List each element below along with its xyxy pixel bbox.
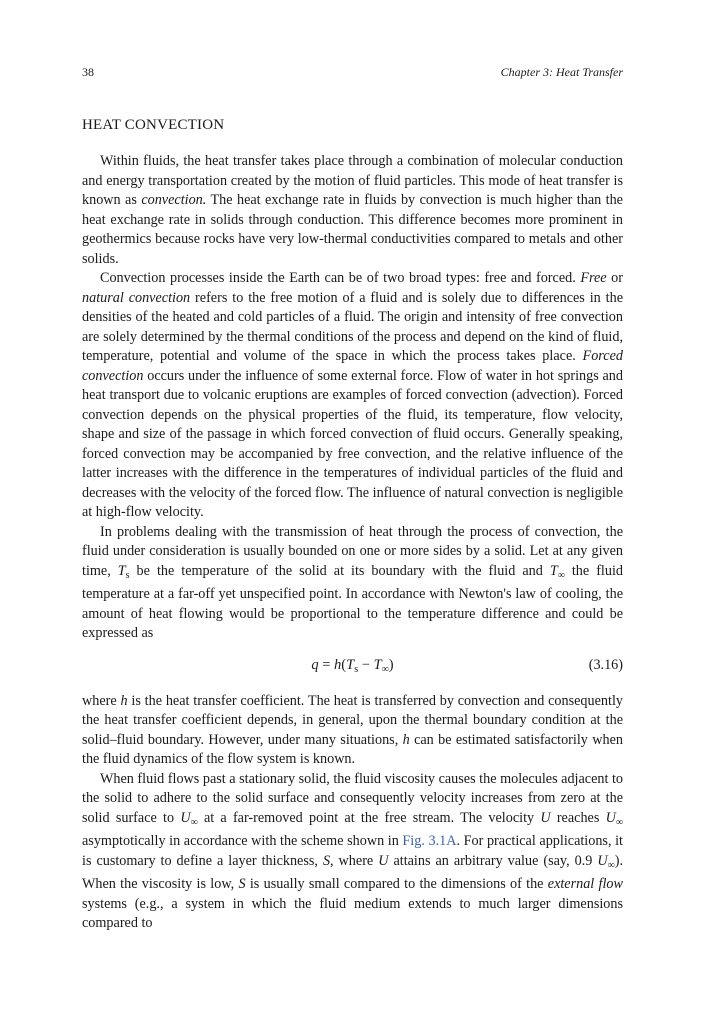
- page-number: 38: [82, 65, 94, 79]
- equation-formula: $q = h(T_s - T_\infty)$: [311, 656, 394, 675]
- equation-3-16: [82, 644, 623, 692]
- equation-number: (3.16): [588, 656, 623, 673]
- paragraph-1: Within fluids, the heat transfer takes place through a combination of molecular conduction and energy transportation created by the motion of fluid particles. This mode of heat transfer is known as convection. The heat exchange rate in fluids by convection is much higher than the heat exchange rate in solids through conduction. This difference becomes more prominent in geothermics because rocks have very low-thermal conductivities compared to metals and other solids.: [82, 153, 623, 267]
- section-heading: HEAT CONVECTION: [82, 117, 225, 133]
- figure-link[interactable]: Fig. 3.1A: [402, 833, 457, 849]
- paragraph-3: In problems dealing with the transmission of heat through the process of convection, the fluid under consideration is usually bounded on one or more sides by a solid. Let at any given time, $T_s$ be the temperature of the solid at its boundary with the fluid and $T_\infty$ the fluid temperature at a far-off yet unspecified point. In accordance with Newton's law of cooling, the amount of heat flowing would be proportional to the temperature difference and could be expressed as: [82, 523, 623, 641]
- paragraph-2: Convection processes inside the Earth can be of two broad types: free and forced. Free or natural convection refers to the free motion of a fluid and is solely due to differences in the densities of the heated and cold particles of a fluid. The origin and intensity of free convection are solely determined by the thermal conditions of the process and depend on the kind of fluid, temperature, potential and volume of the space in which the process takes place. Forced convection occurs under the influence of some external force. Flow of water in hot springs and heat transport due to volcanic eruptions are examples of forced convection (advection). Forced convection depends on the physical properties of the fluid, its temperature, flow velocity, shape and size of the passage in which forced convection of fluid occurs. Generally speaking, forced convection may be accompanied by free convection, and the relative influence of the latter increases with the difference in the temperatures of individual particles of the fluid and decreases with the velocity of the forced flow. The influence of natural convection is negligible at high-flow velocity.: [82, 270, 623, 520]
- book-page: [82, 0, 623, 1024]
- paragraph-4: where h is the heat transfer coefficient. The heat is transferred by convection and consequently the heat transfer coefficient depends, in general, upon the thermal boundary condition at the solid–fluid boundary. However, under many situations, h can be estimated satisfactorily when the fluid dynamics of the flow system is known.: [82, 692, 623, 767]
- paragraph-5: When fluid flows past a stationary solid, the fluid viscosity causes the molecules adjacent to the solid to adhere to the solid surface and consequently velocity increases from zero at the solid surface to $U_\infty$ at a far-removed point at the free stream. The velocity U reaches $U_\infty$ asymptotically in accordance with the scheme shown in Fig. 3.1A. For practical applications, it is customary to define a layer thickness, S, where U attains an arbitrary value (say, 0.9 $U_\infty$). When the viscosity is low, S is usually small compared to the dimensions of the external flow systems (e.g., a system in which the fluid medium extends to much larger dimensions compared to: [82, 770, 624, 931]
- running-head: [82, 65, 623, 83]
- body-text: [82, 152, 623, 934]
- chapter-title: Chapter 3: Heat Transfer: [500, 65, 623, 79]
